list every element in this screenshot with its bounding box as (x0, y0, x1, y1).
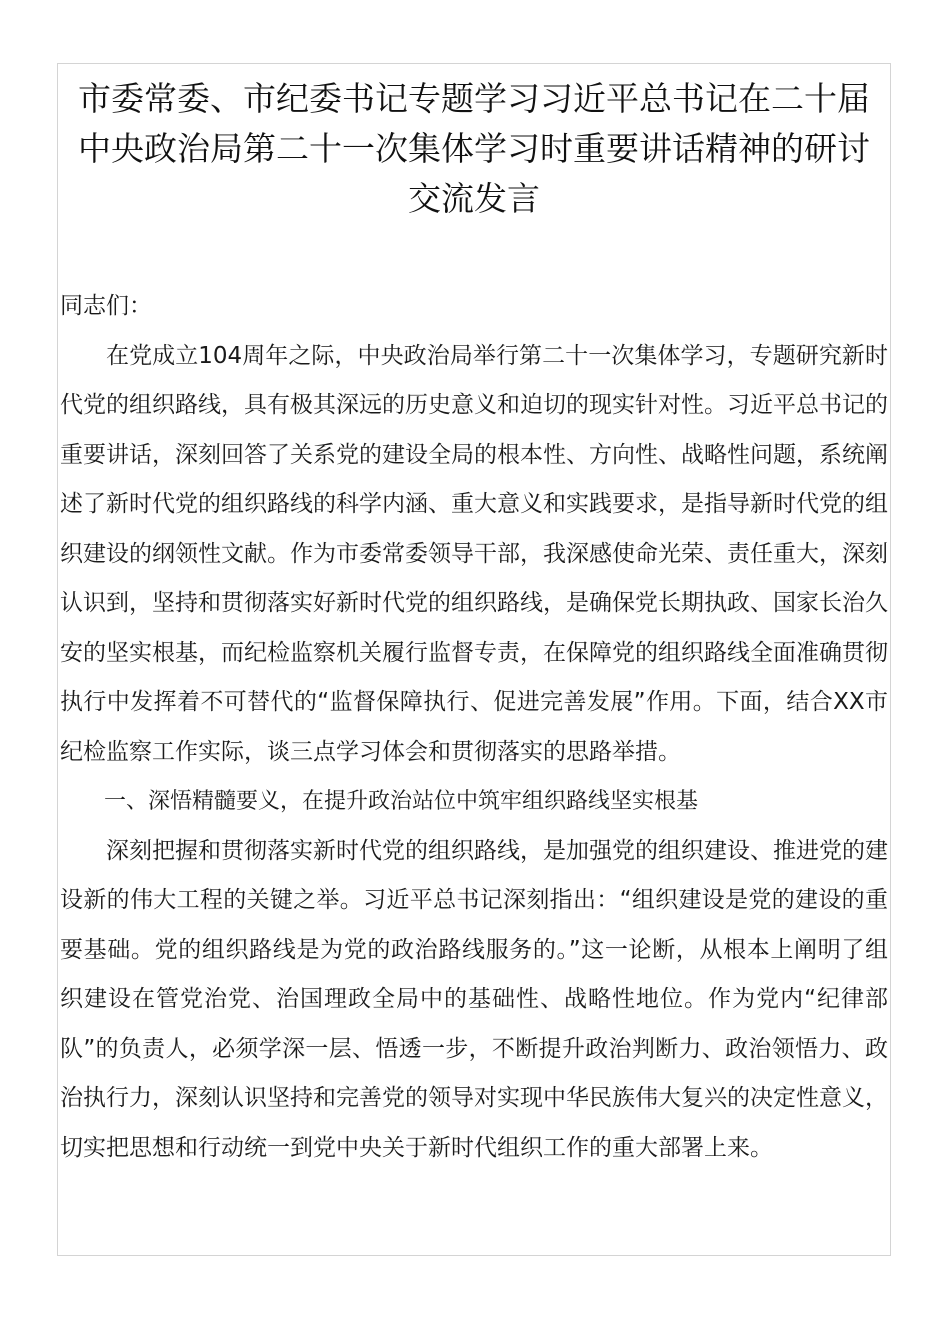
intro-paragraph: 在党成立104周年之际，中央政治局举行第二十一次集体学习，专题研究新时代党的组织路线，具有极其深远的历史意义和迫切的现实针对性。习近平总书记的重要讲话，深刻回答了关系党的建设全局的根本性、方向性、战略性问题，系统阐述了新时代党的组织路线的科学内涵、重大意义和实践要求，是指导新时代党的组织建设的纲领性文献。作为市委常委领导干部，我深感使命光荣、责任重大，深刻认识到，坚持和贯彻落实好新时代党的组织路线，是确保党长期执政、国家长治久安的坚实根基，而纪检监察机关履行监督专责，在保障党的组织路线全面准确贯彻执行中发挥着不可替代的“监督保障执行、促进完善发展”作用。下面，结合XX市纪检监察工作实际，谈三点学习体会和贯彻落实的思路举措。 (60, 342, 888, 765)
document-body (58, 282, 890, 1173)
section-paragraph: 深刻把握和贯彻落实新时代党的组织路线，是加强党的组织建设、推进党的建设新的伟大工程的关键之举。习近平总书记深刻指出：“组织建设是党的建设的重要基础。党的组织路线是为党的政治路线服务的。”这一论断，从根本上阐明了组织建设在管党治党、治国理政全局中的基础性、战略性地位。作为党内“纪律部队”的负责人，必须学深一层、悟透一步，不断提升政治判断力、政治领悟力、政治执行力，深刻认识坚持和完善党的领导对实现中华民族伟大复兴的决定性意义，切实把思想和行动统一到党中央关于新时代组织工作的重大部署上来。 (60, 837, 888, 1161)
salutation: 同志们： (60, 293, 152, 319)
document-page (57, 63, 891, 1256)
section-heading: 一、深悟精髓要义，在提升政治站位中筑牢组织路线坚实根基 (104, 789, 699, 814)
document-title: 市委常委、市纪委书记专题学习习近平总书记在二十届中央政治局第二十一次集体学习时重要讲话精神的研讨交流发言 (78, 79, 870, 218)
